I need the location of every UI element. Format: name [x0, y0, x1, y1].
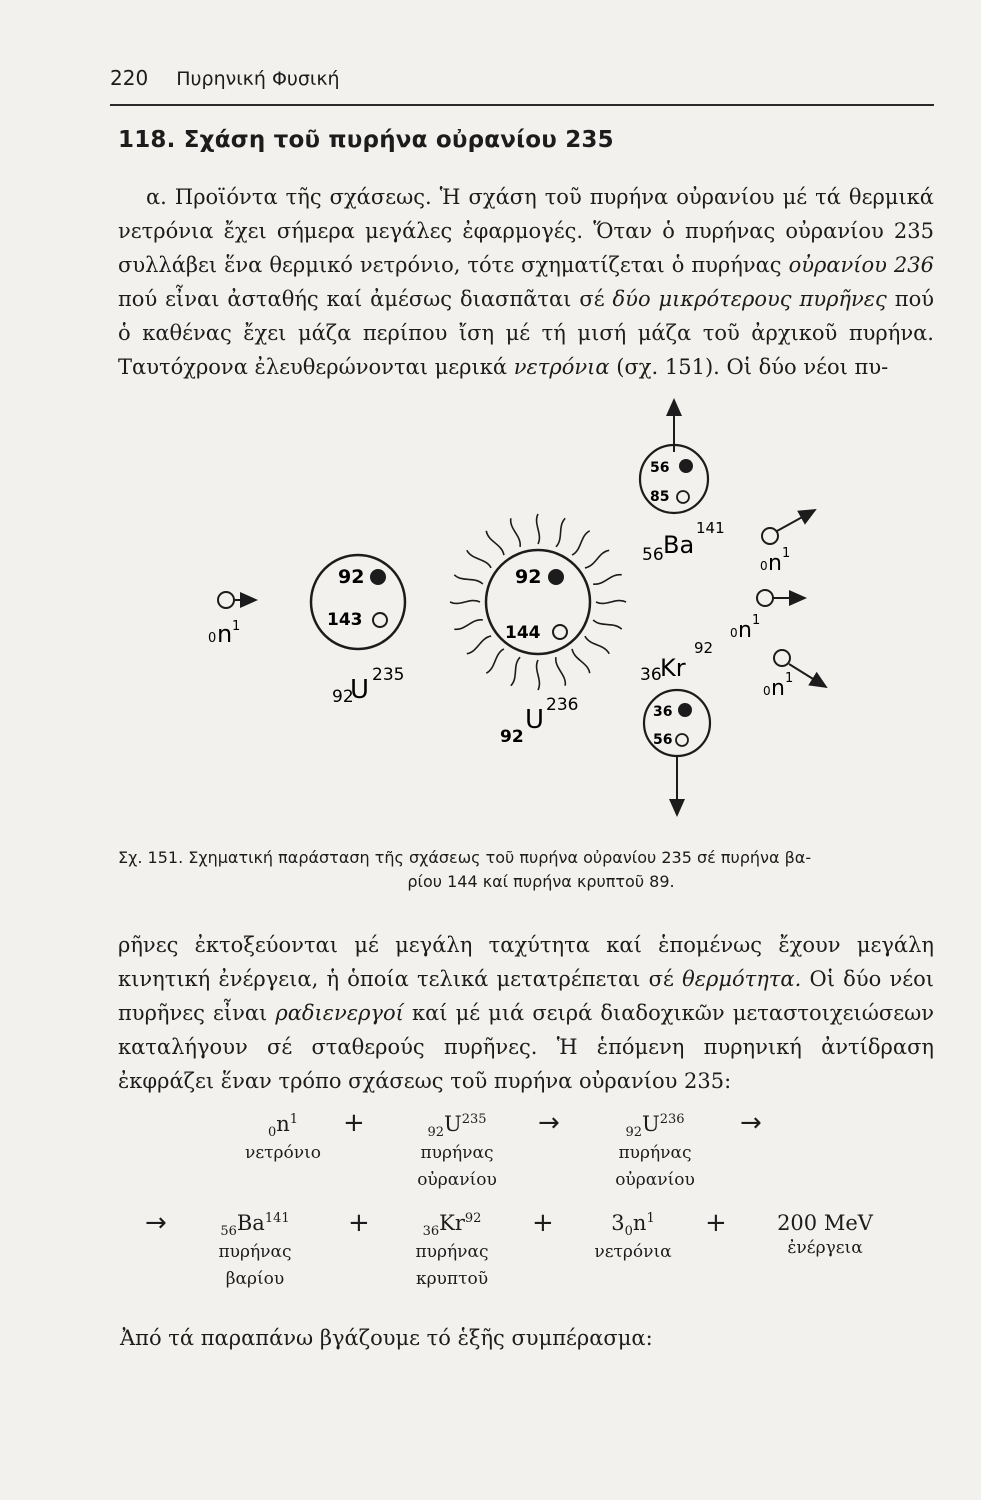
eq1-u236-sup: 236 [659, 1112, 685, 1127]
radiation-ray [454, 620, 483, 630]
eq2-n-sup: 1 [646, 1211, 655, 1226]
eq2-neutrons [578, 1211, 688, 1266]
radiation-ray [486, 649, 504, 673]
released-neutron-1 [760, 510, 815, 576]
kr-protons: 36 [653, 704, 673, 720]
p1-text-e: πού ὁ καθένας ἔχει μάζα περίπου ἴση μέ τή μισή μάζα τοῦ ἀρχικοῦ πυρήνα. Ταυτόχρονα ἐλευθερώνονται μερικά [118, 287, 934, 379]
eq1-u236-sym: U [642, 1112, 660, 1136]
eq1-u236-label1: πυρήνας [618, 1143, 692, 1164]
krypton-nucleus [640, 639, 713, 815]
barium-nucleus [640, 400, 725, 565]
figure-caption [118, 846, 934, 894]
radiation-ray [572, 531, 590, 555]
eq1-neutron [228, 1112, 338, 1167]
eq2-arrow: → [145, 1208, 167, 1238]
kr-charge: 36 [640, 665, 662, 685]
eq1-neutron-sup: 1 [289, 1112, 299, 1127]
eq2-ba-label2: βαρίου [225, 1269, 285, 1290]
eq1-neutron-pre: 0 [267, 1125, 277, 1141]
eq2-kr-pre: 36 [422, 1224, 440, 1240]
eq1-u236-label2: οὐρανίου [615, 1170, 695, 1191]
eq1-u235-sup: 235 [461, 1112, 487, 1127]
rn3-symbol: n [771, 676, 785, 701]
kr-neutrons: 56 [653, 732, 673, 748]
rn1-mass: 1 [782, 546, 791, 561]
caption-line-1: Σχ. 151. Σχηματική παράσταση τῆς σχάσεως τοῦ πυρήνα οὐρανίου 235 σέ πυρήνα βα- [118, 848, 812, 867]
eq2-energy-label: ἐνέργεια [787, 1238, 863, 1258]
radiation-ray [556, 657, 566, 686]
rn3-charge: 0 [763, 684, 771, 698]
radiation-ray [454, 575, 483, 584]
radiation-ray [537, 660, 540, 690]
p2-italic-radioactive: ραδιενεργοί [275, 1001, 404, 1025]
radiation-ray [450, 601, 480, 604]
paragraph-2 [118, 928, 934, 1098]
radiation-ray [511, 657, 520, 686]
eq2-ba-sym: Ba [236, 1211, 265, 1235]
eq1-u235-sym: U [444, 1112, 462, 1136]
eq1-neutron-label: νετρόνιο [244, 1143, 321, 1164]
rn2-symbol: n [738, 618, 752, 643]
eq2-kr-label1: πυρήνας [415, 1242, 489, 1263]
eq1-u235-pre: 92 [427, 1125, 444, 1141]
ba-neutrons: 85 [650, 489, 670, 505]
eq2-kr-sym: Kr [439, 1211, 465, 1235]
u236-nucleus [450, 514, 626, 747]
u235-symbol: U [350, 675, 370, 705]
eq2-n-sym: n [632, 1211, 647, 1235]
p2-italic-heat: θερμότητα. [682, 967, 802, 991]
eq2-kr-sup: 92 [464, 1211, 482, 1226]
fission-diagram [0, 390, 981, 840]
radiation-ray [467, 636, 491, 654]
rn1-charge: 0 [760, 559, 768, 573]
ba-mass: 141 [696, 519, 725, 537]
eq2-kr-label2: κρυπτοῦ [415, 1269, 489, 1290]
radiation-ray [593, 620, 622, 629]
conclusion-text: Ἀπό τά παραπάνω βγάζουμε τό ἑξῆς συμπέρασμα: [120, 1326, 653, 1350]
ba-charge: 56 [642, 545, 664, 565]
eq2-plus-1: + [348, 1208, 370, 1238]
p1-italic-neutrons: νετρόνια [513, 355, 610, 379]
paragraph-1 [118, 180, 934, 384]
rn2-charge: 0 [730, 626, 738, 640]
eq2-plus-3: + [705, 1208, 727, 1238]
eq2-ba-label1: πυρήνας [218, 1242, 292, 1263]
eq2-krypton [392, 1211, 512, 1293]
eq1-u236 [600, 1112, 710, 1194]
neutron-charge: 0 [208, 631, 217, 646]
radiation-ray [596, 601, 626, 604]
u236-neutrons: 144 [505, 623, 541, 643]
rn3-mass: 1 [785, 671, 794, 686]
eq2-plus-2: + [532, 1208, 554, 1238]
radiation-ray [585, 636, 609, 654]
released-neutron-3 [763, 650, 826, 701]
eq1-arrow-end: → [740, 1108, 762, 1138]
neutron-symbol: n [217, 620, 233, 648]
radiation-ray [511, 518, 521, 547]
rn2-mass: 1 [752, 613, 761, 628]
u235-mass: 235 [372, 665, 405, 685]
p2-text-a: ρῆνες ἐκτοξεύονται μέ μεγάλη ταχύτητα καί ἑπομένως ἔχουν μεγάλη κινητική ἐνέργεια, ἡ ὁποία τελικά μετατρέπεται σέ [118, 933, 934, 991]
u235-charge: 92 [332, 687, 354, 707]
radiation-ray [537, 514, 540, 544]
eq1-neutron-sym: n [276, 1112, 290, 1136]
radiation-ray [585, 550, 609, 568]
radiation-ray [572, 649, 590, 673]
kr-symbol: Kr [660, 654, 686, 682]
eq1-u235-label1: πυρήνας [420, 1143, 494, 1164]
p1-text-c: πού εἶναι ἀσταθής καί ἀμέσως διασπᾶται σέ [118, 287, 605, 311]
eq2-n-coef: 3 [611, 1211, 625, 1235]
incoming-neutron [208, 592, 256, 648]
eq2-barium [195, 1211, 315, 1293]
eq1-u236-pre: 92 [625, 1125, 642, 1141]
ba-symbol: Ba [663, 531, 695, 559]
radiation-ray [486, 531, 504, 555]
eq2-ba-sup: 141 [264, 1211, 290, 1226]
radiation-ray [556, 518, 565, 547]
eq2-ba-pre: 56 [220, 1224, 237, 1240]
radiation-ray [593, 575, 622, 585]
u236-symbol: U [525, 705, 545, 735]
eq2-n-label: νετρόνια [594, 1242, 672, 1263]
p1-text-a: α. Προϊόντα τῆς σχάσεως. Ἡ σχάση τοῦ πυρήνα οὐρανίου μέ τά θερμικά νετρόνια ἔχει σήμερα μεγάλες ἐφαρμογές. Ὅταν ὁ πυρήνας οὐρανίου 235 συλλάβει ἕνα θερμικό νετρόνιο, τότε σχηματίζεται ὁ πυρήνας [118, 185, 934, 277]
released-neutron-2 [730, 590, 805, 643]
page-header [110, 66, 340, 90]
eq2-energy [760, 1211, 890, 1262]
eq1-plus: + [343, 1108, 365, 1138]
eq1-u235 [402, 1112, 512, 1194]
u235-protons: 92 [338, 566, 365, 588]
u236-mass: 236 [546, 695, 579, 715]
u236-charge: 92 [500, 727, 524, 747]
p1-italic-smaller-nuclei: δύο μικρότερους πυρῆνες [612, 287, 887, 311]
section-title: 118. Σχάση τοῦ πυρήνα οὐρανίου 235 [118, 127, 614, 153]
radiation-ray [467, 550, 491, 568]
eq1-u235-label2: οὐρανίου [417, 1170, 497, 1191]
caption-line-2: ρίου 144 καί πυρήνα κρυπτοῦ 89. [407, 872, 675, 891]
u235-nucleus [311, 555, 405, 707]
p1-italic-uranium236: οὐρανίου 236 [788, 253, 934, 277]
header-rule [110, 104, 934, 106]
kr-mass: 92 [694, 639, 714, 657]
p2-text-c: Οἱ δύο νέοι πυρῆνες εἶναι [118, 967, 934, 1025]
eq1-arrow: → [538, 1108, 560, 1138]
p2-text-e: καί μέ μιά σειρά διαδοχικῶν μεταστοιχειώσεων καταλήγουν σέ σταθερούς πυρῆνες. Ἡ ἑπόμενη πυρηνική ἀντίδραση ἐκφράζει ἕναν τρόπο σχάσεως τοῦ πυρήνα οὐρανίου 235: [118, 1001, 934, 1093]
neutron-mass: 1 [232, 619, 241, 634]
eq2-energy-value: 200 MeV [777, 1211, 873, 1235]
eq2-n-pre: 0 [624, 1224, 633, 1240]
rn1-symbol: n [768, 551, 782, 576]
p1-text-g: (σχ. 151). Οἱ δύο νέοι πυ- [616, 355, 889, 379]
ba-protons: 56 [650, 460, 670, 476]
running-title: Πυρηνική Φυσική [176, 68, 340, 90]
page-number: 220 [110, 66, 149, 90]
u235-neutrons: 143 [327, 610, 363, 630]
u236-protons: 92 [515, 566, 542, 588]
